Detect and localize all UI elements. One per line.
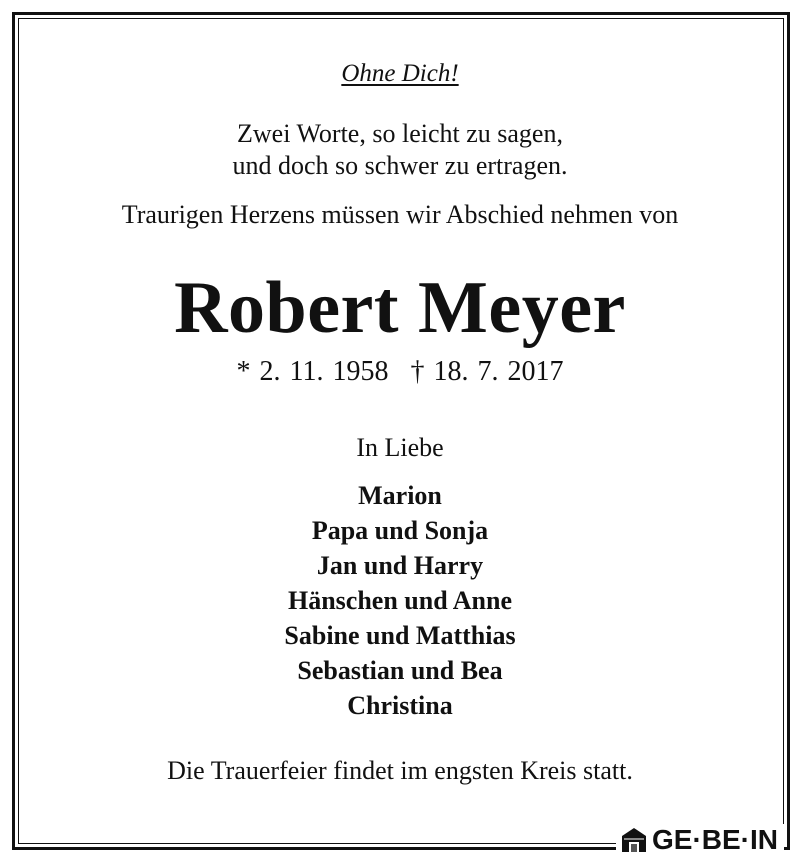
love-line: In Liebe bbox=[356, 433, 444, 462]
mourner-item: Papa und Sonja bbox=[311, 516, 489, 545]
publisher-logo bbox=[616, 824, 784, 856]
motto: Ohne Dich! bbox=[341, 60, 459, 87]
life-dates bbox=[0, 356, 800, 388]
death-date: † 18. 7. 2017 bbox=[410, 356, 564, 387]
mourner-item: Hänschen und Anne bbox=[288, 586, 512, 615]
mourner-item: Marion bbox=[358, 481, 442, 510]
funeral-notice: Die Trauerfeier findet im engsten Kreis statt. bbox=[167, 756, 633, 785]
deceased-name: Robert Meyer bbox=[174, 267, 626, 349]
intro-line: Traurigen Herzens müssen wir Abschied nehmen von bbox=[121, 200, 679, 229]
mourner-item: Jan und Harry bbox=[316, 551, 484, 580]
verse-line-1: Zwei Worte, so leicht zu sagen, bbox=[237, 119, 563, 148]
mourner-item: Sabine und Matthias bbox=[284, 621, 516, 650]
mourners-list bbox=[0, 478, 800, 723]
verse bbox=[0, 118, 800, 182]
mourner-item: Christina bbox=[347, 691, 453, 720]
birth-date: * 2. 11. 1958 bbox=[236, 356, 389, 387]
logo-text: GE·BE·IN bbox=[652, 824, 778, 855]
mourner-item: Sebastian und Bea bbox=[297, 656, 503, 685]
building-logo-icon bbox=[620, 826, 648, 854]
verse-line-2: und doch so schwer zu ertragen. bbox=[232, 151, 568, 180]
